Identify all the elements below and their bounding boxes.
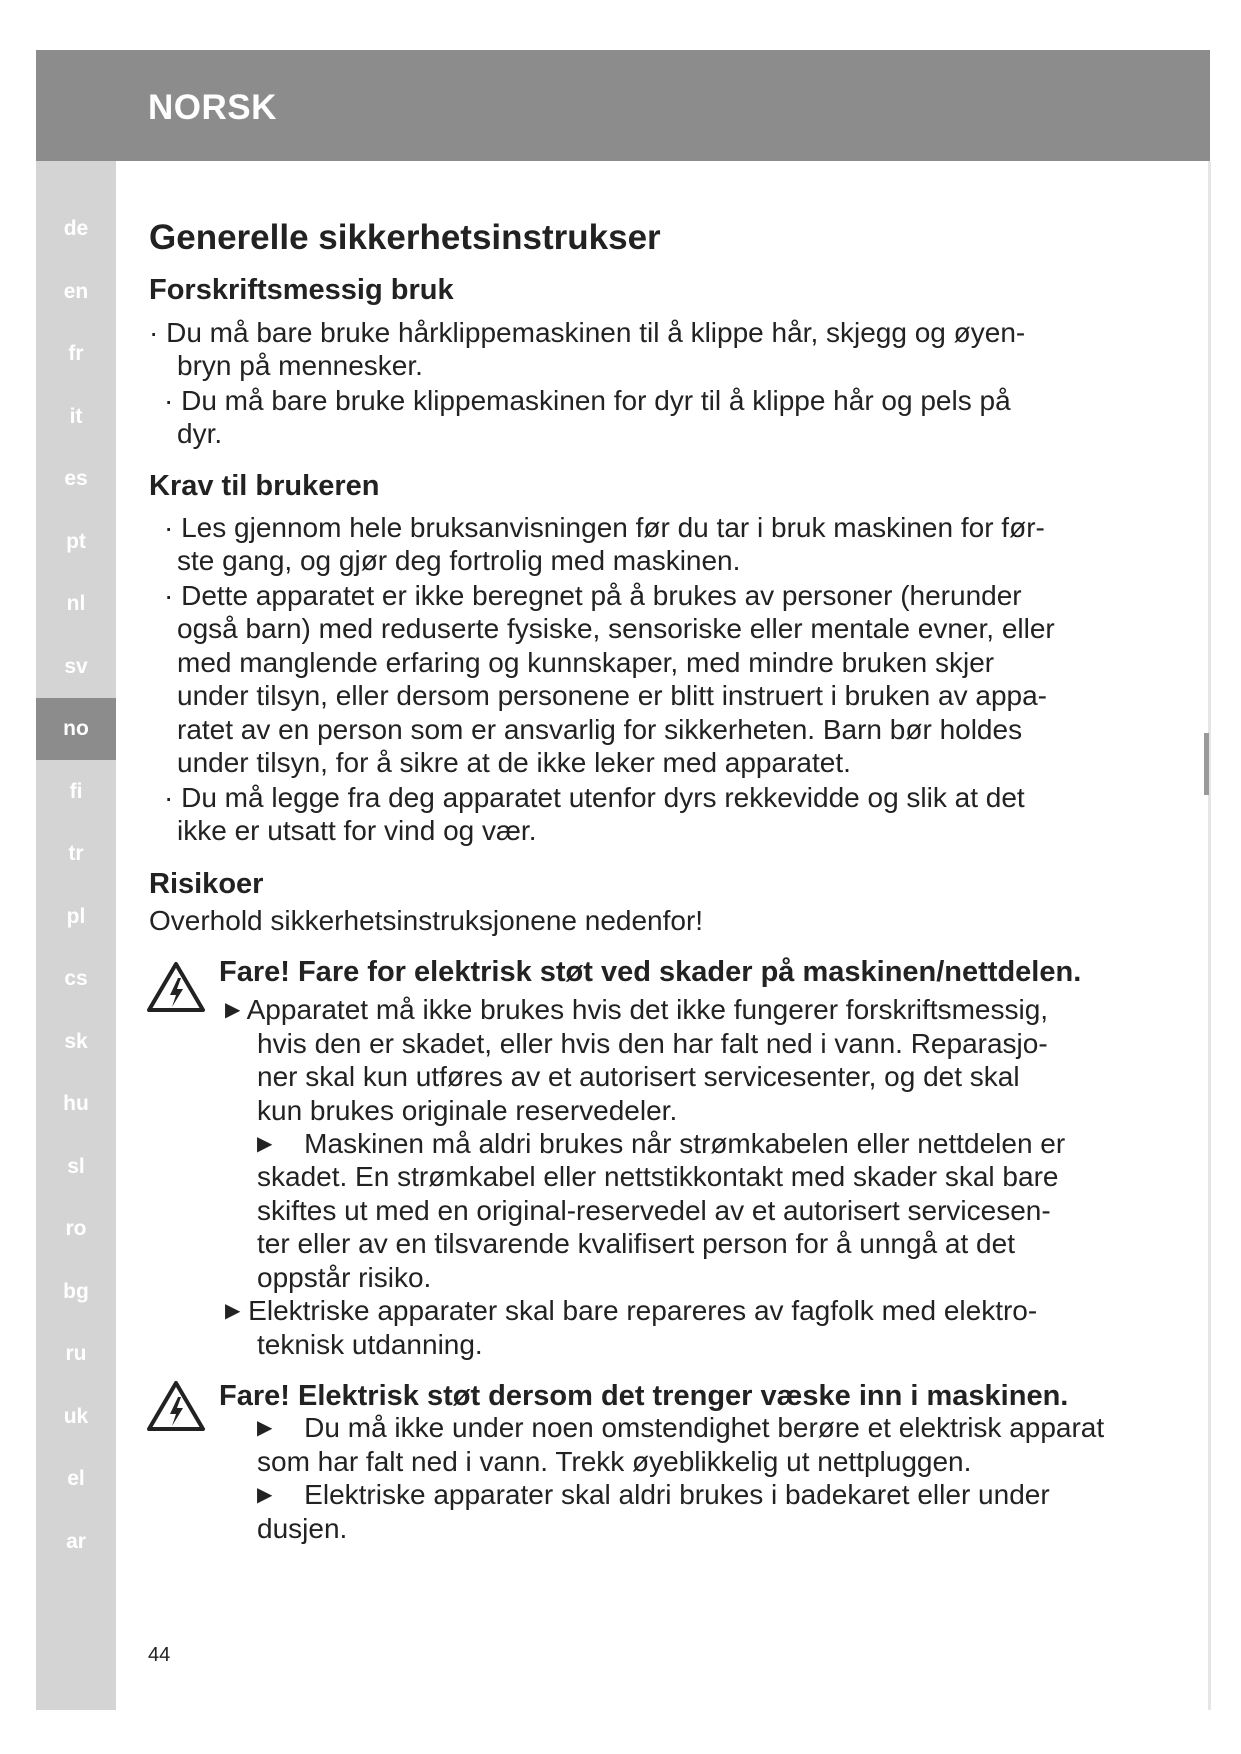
electric-hazard-icon (146, 1380, 206, 1432)
language-tab-tr[interactable]: tr (68, 842, 84, 865)
list-item: med manglende erfaring og kunnskaper, med mindre bruken skjer (177, 647, 995, 678)
language-tab-uk[interactable]: uk (63, 1404, 89, 1428)
list-item: ter eller av en tilsvarende kvalifisert person for å unngå at det (257, 1228, 1015, 1259)
language-tab-no[interactable]: no (36, 698, 116, 760)
list-item: · Du må legge fra deg apparatet utenfor dyrs rekkevidde og slik at det (164, 782, 1025, 813)
list-item: · Dette apparatet er ikke beregnet på å brukes av personer (herunder (164, 580, 1022, 611)
language-tab-sl[interactable]: sl (67, 1154, 85, 1178)
list-item (225, 993, 1048, 1028)
list-item-text: Du må ikke under noen omstendighet berøre et elektrisk apparat (304, 1412, 1105, 1443)
language-tab-en[interactable]: en (63, 279, 89, 303)
language-tab-es[interactable]: es (64, 467, 88, 490)
list-item: · Du må bare bruke hårklippemaskinen til å klippe hår, skjegg og øyen- (149, 317, 1026, 348)
language-tab-sv[interactable]: sv (64, 654, 88, 678)
section-heading-forskriftsmessig: Forskriftsmessig bruk (149, 274, 454, 306)
header-bar (36, 50, 1210, 161)
list-item: som har falt ned i vann. Trekk øyeblikkelig ut nettpluggen. (257, 1446, 972, 1477)
warning-title: Fare! Elektrisk støt dersom det trenger væske inn i maskinen. (219, 1380, 1069, 1412)
page-number: 44 (148, 1644, 171, 1666)
list-item: oppstår risiko. (257, 1262, 432, 1293)
language-tab-nl[interactable]: nl (66, 592, 86, 615)
list-item: skiftes ut med en original-reservedel av et autorisert servicesen- (257, 1195, 1051, 1226)
list-item: ner skal kun utføres av et autorisert servicesenter, og det skal (257, 1061, 1020, 1092)
language-tab-it[interactable]: it (69, 404, 83, 428)
list-item-text: Elektriske apparater skal aldri brukes i badekaret eller under (304, 1479, 1050, 1510)
list-item: · Les gjennom hele bruksanvisningen før du tar i bruk maskinen for før- (164, 512, 1045, 543)
list-item (225, 1294, 1037, 1329)
language-tab-sk[interactable]: sk (64, 1029, 88, 1053)
arrow-bullet-icon: ▶ (257, 1417, 273, 1439)
electric-hazard-icon (146, 961, 206, 1013)
list-item-text: Elektriske apparater skal bare repareres av fagfolk med elektro- (248, 1295, 1038, 1326)
language-tab-cs[interactable]: cs (64, 967, 88, 990)
right-rule (1208, 161, 1211, 1710)
list-item (257, 1411, 1104, 1446)
language-tab-pt[interactable]: pt (66, 529, 86, 553)
language-tab-de[interactable]: de (63, 217, 89, 240)
arrow-bullet-icon: ▶ (257, 1133, 273, 1155)
list-item: hvis den er skadet, eller hvis den har falt ned i vann. Reparasjo- (257, 1028, 1048, 1059)
list-item: bryn på mennesker. (177, 350, 423, 381)
language-tab-ro[interactable]: ro (65, 1217, 87, 1240)
list-item: ste gang, og gjør deg fortrolig med maskinen. (177, 545, 741, 576)
language-tab-fr[interactable]: fr (68, 342, 84, 365)
list-item: ratet av en person som er ansvarlig for sikkerheten. Barn bør holdes (177, 714, 1023, 745)
language-tab-bg[interactable]: bg (63, 1279, 89, 1303)
section-heading-krav: Krav til brukeren (149, 470, 380, 502)
warning-title: Fare! Fare for elektrisk støt ved skader på maskinen/nettdelen. (219, 956, 1082, 988)
list-item: ikke er utsatt for vind og vær. (177, 815, 537, 846)
arrow-bullet-icon: ▶ (225, 999, 241, 1021)
list-item-text: Apparatet må ikke brukes hvis det ikke fungerer forskriftsmessig, (246, 994, 1049, 1025)
list-item: under tilsyn, for å sikre at de ikke leker med apparatet. (177, 747, 851, 778)
language-tab-hu[interactable]: hu (63, 1092, 89, 1115)
list-item (257, 1478, 1050, 1513)
list-item: skadet. En strømkabel eller nettstikkontakt med skader skal bare (257, 1161, 1059, 1192)
list-item: dusjen. (257, 1513, 348, 1544)
language-tab-fi[interactable]: fi (69, 779, 83, 803)
language-tab-pl[interactable]: pl (66, 904, 86, 928)
language-tab-ar[interactable]: ar (66, 1529, 86, 1553)
language-tab-el[interactable]: el (67, 1467, 85, 1490)
section-intro: Overhold sikkerhetsinstruksjonene nedenfor! (149, 905, 704, 936)
list-item: teknisk utdanning. (257, 1329, 483, 1360)
arrow-bullet-icon: ▶ (257, 1484, 273, 1506)
list-item: dyr. (177, 418, 223, 449)
arrow-bullet-icon: ▶ (225, 1300, 241, 1322)
list-item: også barn) med reduserte fysiske, sensoriske eller mentale evner, eller (177, 613, 1055, 644)
language-tab-ru[interactable]: ru (65, 1342, 87, 1365)
list-item: kun brukes originale reservedeler. (257, 1095, 678, 1126)
right-tab-marker (1204, 733, 1209, 795)
list-item-text: Maskinen må aldri brukes når strømkabelen eller nettdelen er (304, 1128, 1066, 1159)
list-item: · Du må bare bruke klippemaskinen for dyr til å klippe hår og pels på (164, 385, 1011, 416)
list-item (257, 1127, 1065, 1162)
section-heading-risikoer: Risikoer (149, 868, 264, 900)
language-sidebar (36, 161, 116, 1710)
list-item: under tilsyn, eller dersom personene er blitt instruert i bruken av appa- (177, 680, 1047, 711)
page-title: Generelle sikkerhetsinstrukser (149, 218, 661, 257)
header-title: NORSK (148, 88, 277, 127)
